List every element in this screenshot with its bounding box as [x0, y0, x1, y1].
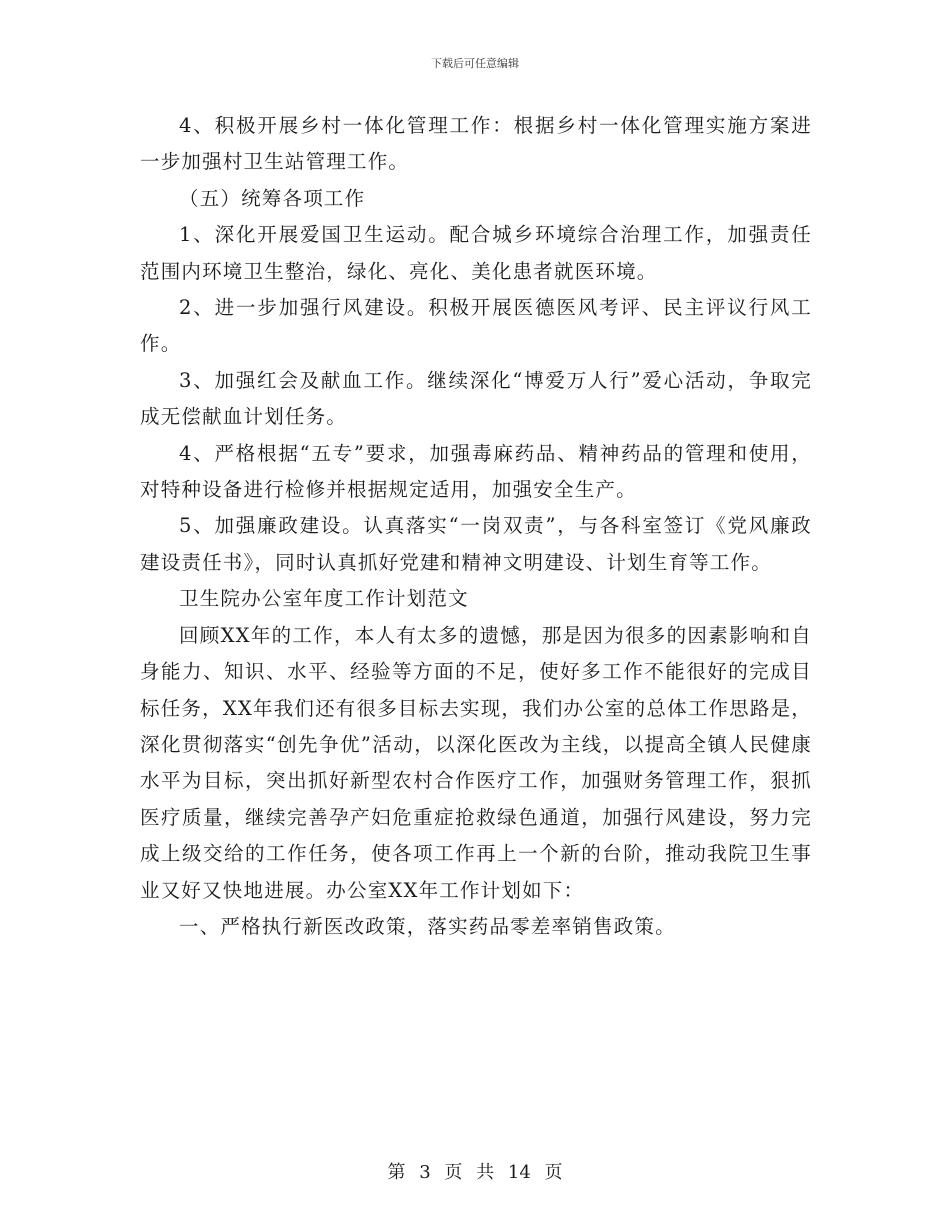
paragraph-item-4-rural-integration: 4、积极开展乡村一体化管理工作：根据乡村一体化管理实施方案进一步加强村卫生站管理工作。: [140, 114, 812, 174]
document-body: [140, 108, 812, 945]
paragraph-item-1-patriotic-health: 1、深化开展爱国卫生运动。配合城乡环境综合治理工作，加强责任范围内环境卫生整治，绿化、亮化、美化患者就医环境。: [140, 223, 812, 283]
footer-total-pages: 14: [507, 1162, 531, 1183]
page-footer: [0, 1158, 950, 1184]
paragraph-review: 回顾XX年的工作，本人有太多的遗憾，那是因为很多的因素影响和自身能力、知识、水平、经验等方面的不足，使好多工作不能很好的完成目标任务，XX年我们还有很多目标去实现，我们办公室的总体工作思路是，深化贯彻落实“创先争优”活动，以深化医改为主线，以提高全镇人民健康水平为目标，突出抓好新型农村合作医疗工作，加强财务管理工作，狠抓医疗质量，继续完善孕产妇危重症抢救绿色通道，加强行风建设，努力完成上级交给的工作任务，使各项工作再上一个新的台阶，推动我院卫生事业又好又快地进展。办公室XX年工作计划如下：: [140, 623, 812, 902]
footer-prefix: 第: [387, 1162, 406, 1183]
footer-total-word: 共: [476, 1162, 495, 1183]
page-header-note: 下载后可任意编辑: [431, 57, 519, 70]
section-heading-coordinate-work: （五）统筹各项工作: [179, 186, 366, 210]
paragraph-item-3-red-cross: 3、加强红会及献血工作。继续深化“博爱万人行”爱心活动，争取完成无偿献血计划任务。: [140, 368, 812, 429]
article-title: 卫生院办公室年度工作计划范文: [179, 587, 469, 611]
paragraph-item-4-drug-management: 4、严格根据“五专”要求，加强毒麻药品、精神药品的管理和使用，对特种设备进行检修并根据规定适用，加强安全生产。: [140, 441, 812, 502]
paragraph-section-one: 一、严格执行新医改政策，落实药品零差率销售政策。: [179, 914, 676, 938]
footer-page-word: 页: [444, 1162, 463, 1183]
paragraph-item-5-integrity: 5、加强廉政建设。认真落实“一岗双责”，与各科室签订《党风廉政建设责任书》，同时认真抓好党建和精神文明建设、计划生育等工作。: [140, 514, 812, 574]
paragraph-item-2-conduct: 2、进一步加强行风建设。积极开展医德医风考评、民主评议行风工作。: [140, 296, 812, 356]
footer-suffix: 页: [544, 1162, 563, 1183]
footer-current-page: 3: [419, 1162, 431, 1183]
